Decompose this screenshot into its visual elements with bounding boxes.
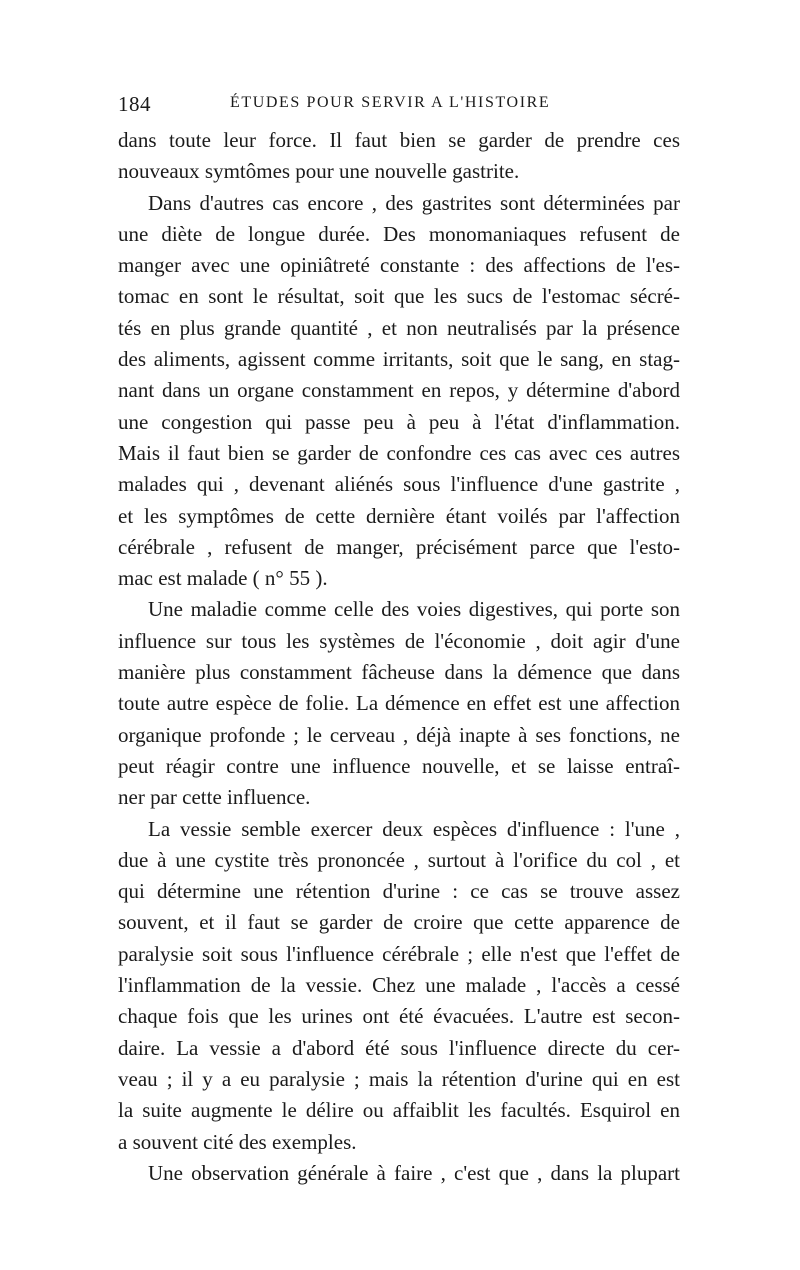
text-line: une congestion qui passe peu à peu à l'état d'inflammation. xyxy=(118,409,680,434)
text-line: Une maladie comme celle des voies digestives, qui porte son xyxy=(148,597,680,622)
text-line: paralysie soit sous l'influence cérébrale ; elle n'est que l'effet de xyxy=(118,941,680,966)
text-line: a souvent cité des exemples. xyxy=(118,1129,357,1154)
text-line: Mais il faut bien se garder de confondre ces cas avec ces autres xyxy=(118,440,680,465)
text-line: tomac en sont le résultat, soit que les sucs de l'estomac sécré- xyxy=(118,284,680,309)
body-text xyxy=(118,125,680,1189)
text-line: manière plus constamment fâcheuse dans la démence que dans xyxy=(118,660,680,685)
text-line: Une observation générale à faire , c'est que , dans la plupart xyxy=(148,1160,680,1185)
text-line: dans toute leur force. Il faut bien se garder de prendre ces xyxy=(118,128,680,152)
text-line: tés en plus grande quantité , et non neutralisés par la présence xyxy=(118,315,680,340)
text-line: La vessie semble exercer deux espèces d'influence : l'une , xyxy=(148,816,680,841)
text-line: influence sur tous les systèmes de l'économie , doit agir d'une xyxy=(118,628,680,653)
text-line: et les symptômes de cette dernière étant voilés par l'affection xyxy=(118,503,680,528)
text-line: souvent, et il faut se garder de croire que cette apparence de xyxy=(118,910,680,935)
text-line: malades qui , devenant aliénés sous l'influence d'une gastrite , xyxy=(118,472,680,497)
text-line: veau ; il y a eu paralysie ; mais la rétention d'urine qui en est xyxy=(118,1066,680,1091)
text-line: une diète de longue durée. Des monomaniaques refusent de xyxy=(118,221,680,246)
text-line: daire. La vessie a d'abord été sous l'influence directe du cer- xyxy=(118,1035,680,1060)
page-header xyxy=(118,92,678,122)
text-line: due à une cystite très prononcée , surtout à l'orifice du col , et xyxy=(118,847,680,872)
text-line: mac est malade ( n° 55 ). xyxy=(118,566,328,591)
text-line: cérébrale , refusent de manger, précisément parce que l'esto- xyxy=(118,534,680,559)
running-head: ÉTUDES POUR SERVIR A L'HISTOIRE xyxy=(230,94,551,111)
text-line: toute autre espèce de folie. La démence en effet est une affection xyxy=(118,691,680,716)
page-number: 184 xyxy=(118,92,151,116)
text-line: qui détermine une rétention d'urine : ce cas se trouve assez xyxy=(118,879,680,904)
text-line: nouveaux symtômes pour une nouvelle gastrite. xyxy=(118,159,520,184)
text-line: l'inflammation de la vessie. Chez une malade , l'accès a cessé xyxy=(118,973,680,998)
text-line: chaque fois que les urines ont été évacuées. L'autre est secon- xyxy=(118,1004,680,1029)
text-line: des aliments, agissent comme irritants, soit que le sang, en stag- xyxy=(118,347,680,372)
text-line: manger avec une opiniâtreté constante : des affections de l'es- xyxy=(118,253,680,278)
text-line: organique profonde ; le cerveau , déjà inapte à ses fonctions, ne xyxy=(118,722,680,747)
text-line: Dans d'autres cas encore , des gastrites sont déterminées par xyxy=(148,190,680,215)
text-line: ner par cette influence. xyxy=(118,785,311,810)
text-line: nant dans un organe constamment en repos, y détermine d'abord xyxy=(118,378,680,403)
text-line: la suite augmente le délire ou affaiblit les facultés. Esquirol en xyxy=(118,1098,680,1123)
text-line: peut réagir contre une influence nouvelle, et se laisse entraî- xyxy=(118,753,680,778)
